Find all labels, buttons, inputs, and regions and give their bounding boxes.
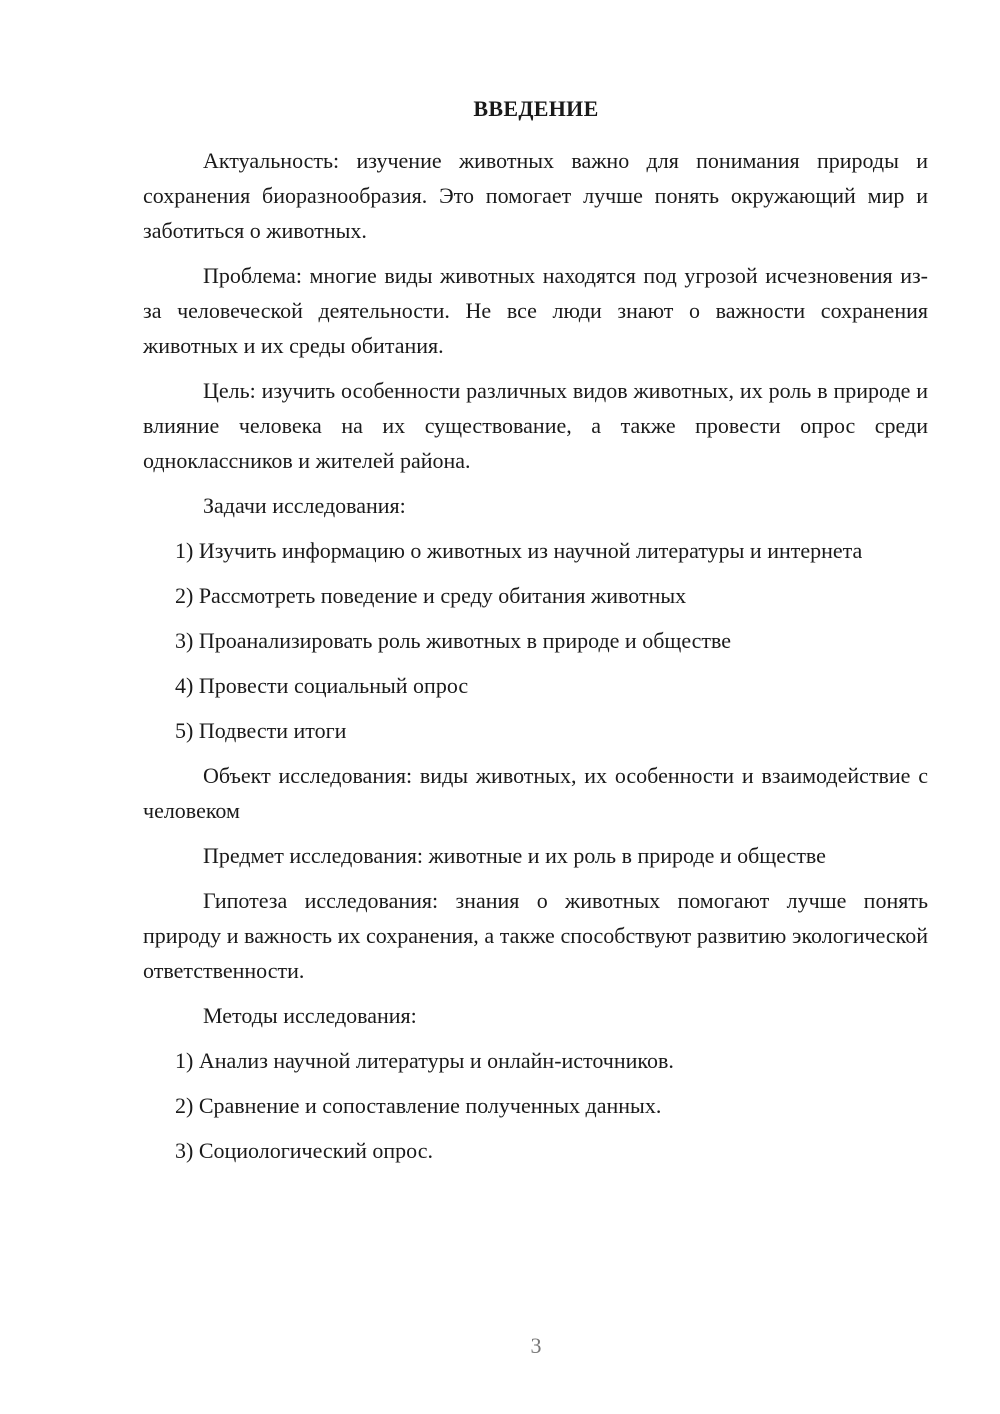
document-body	[143, 143, 928, 1178]
task-item-1: 1) Изучить информацию о животных из научной литературы и интернета	[175, 538, 863, 563]
method-item-2: 2) Сравнение и сопоставление полученных данных.	[175, 1093, 662, 1118]
tasks-heading: Задачи исследования:	[203, 493, 406, 518]
method-item-1: 1) Анализ научной литературы и онлайн-источников.	[175, 1048, 674, 1073]
problem-paragraph: Проблема: многие виды животных находятся под угрозой исчезновения из-за человеческой деятельности. Не все люди знают о важности сохранения животных и их среды обитания.	[143, 263, 928, 358]
object-paragraph: Объект исследования: виды животных, их особенности и взаимодействие с человеком	[143, 763, 928, 823]
relevance-paragraph: Актуальность: изучение животных важно для понимания природы и сохранения биоразнообразия. Это помогает лучше понять окружающий мир и заботиться о животных.	[143, 148, 928, 243]
page-title: ВВЕДЕНИЕ	[473, 96, 599, 121]
task-item-2: 2) Рассмотреть поведение и среду обитания животных	[175, 583, 687, 608]
hypothesis-paragraph: Гипотеза исследования: знания о животных помогают лучше понять природу и важность их сохранения, а также способствуют развитию экологической ответственности.	[143, 888, 928, 983]
methods-heading: Методы исследования:	[203, 1003, 417, 1028]
task-item-5: 5) Подвести итоги	[175, 718, 347, 743]
task-item-4: 4) Провести социальный опрос	[175, 673, 469, 698]
subject-paragraph: Предмет исследования: животные и их роль в природе и обществе	[203, 843, 826, 868]
page-number: 3	[530, 1333, 542, 1358]
task-item-3: 3) Проанализировать роль животных в природе и обществе	[175, 628, 732, 653]
goal-paragraph: Цель: изучить особенности различных видов животных, их роль в природе и влияние человека на их существование, а также провести опрос среди одноклассников и жителей района.	[143, 378, 928, 473]
method-item-3: 3) Социологический опрос.	[175, 1138, 433, 1163]
